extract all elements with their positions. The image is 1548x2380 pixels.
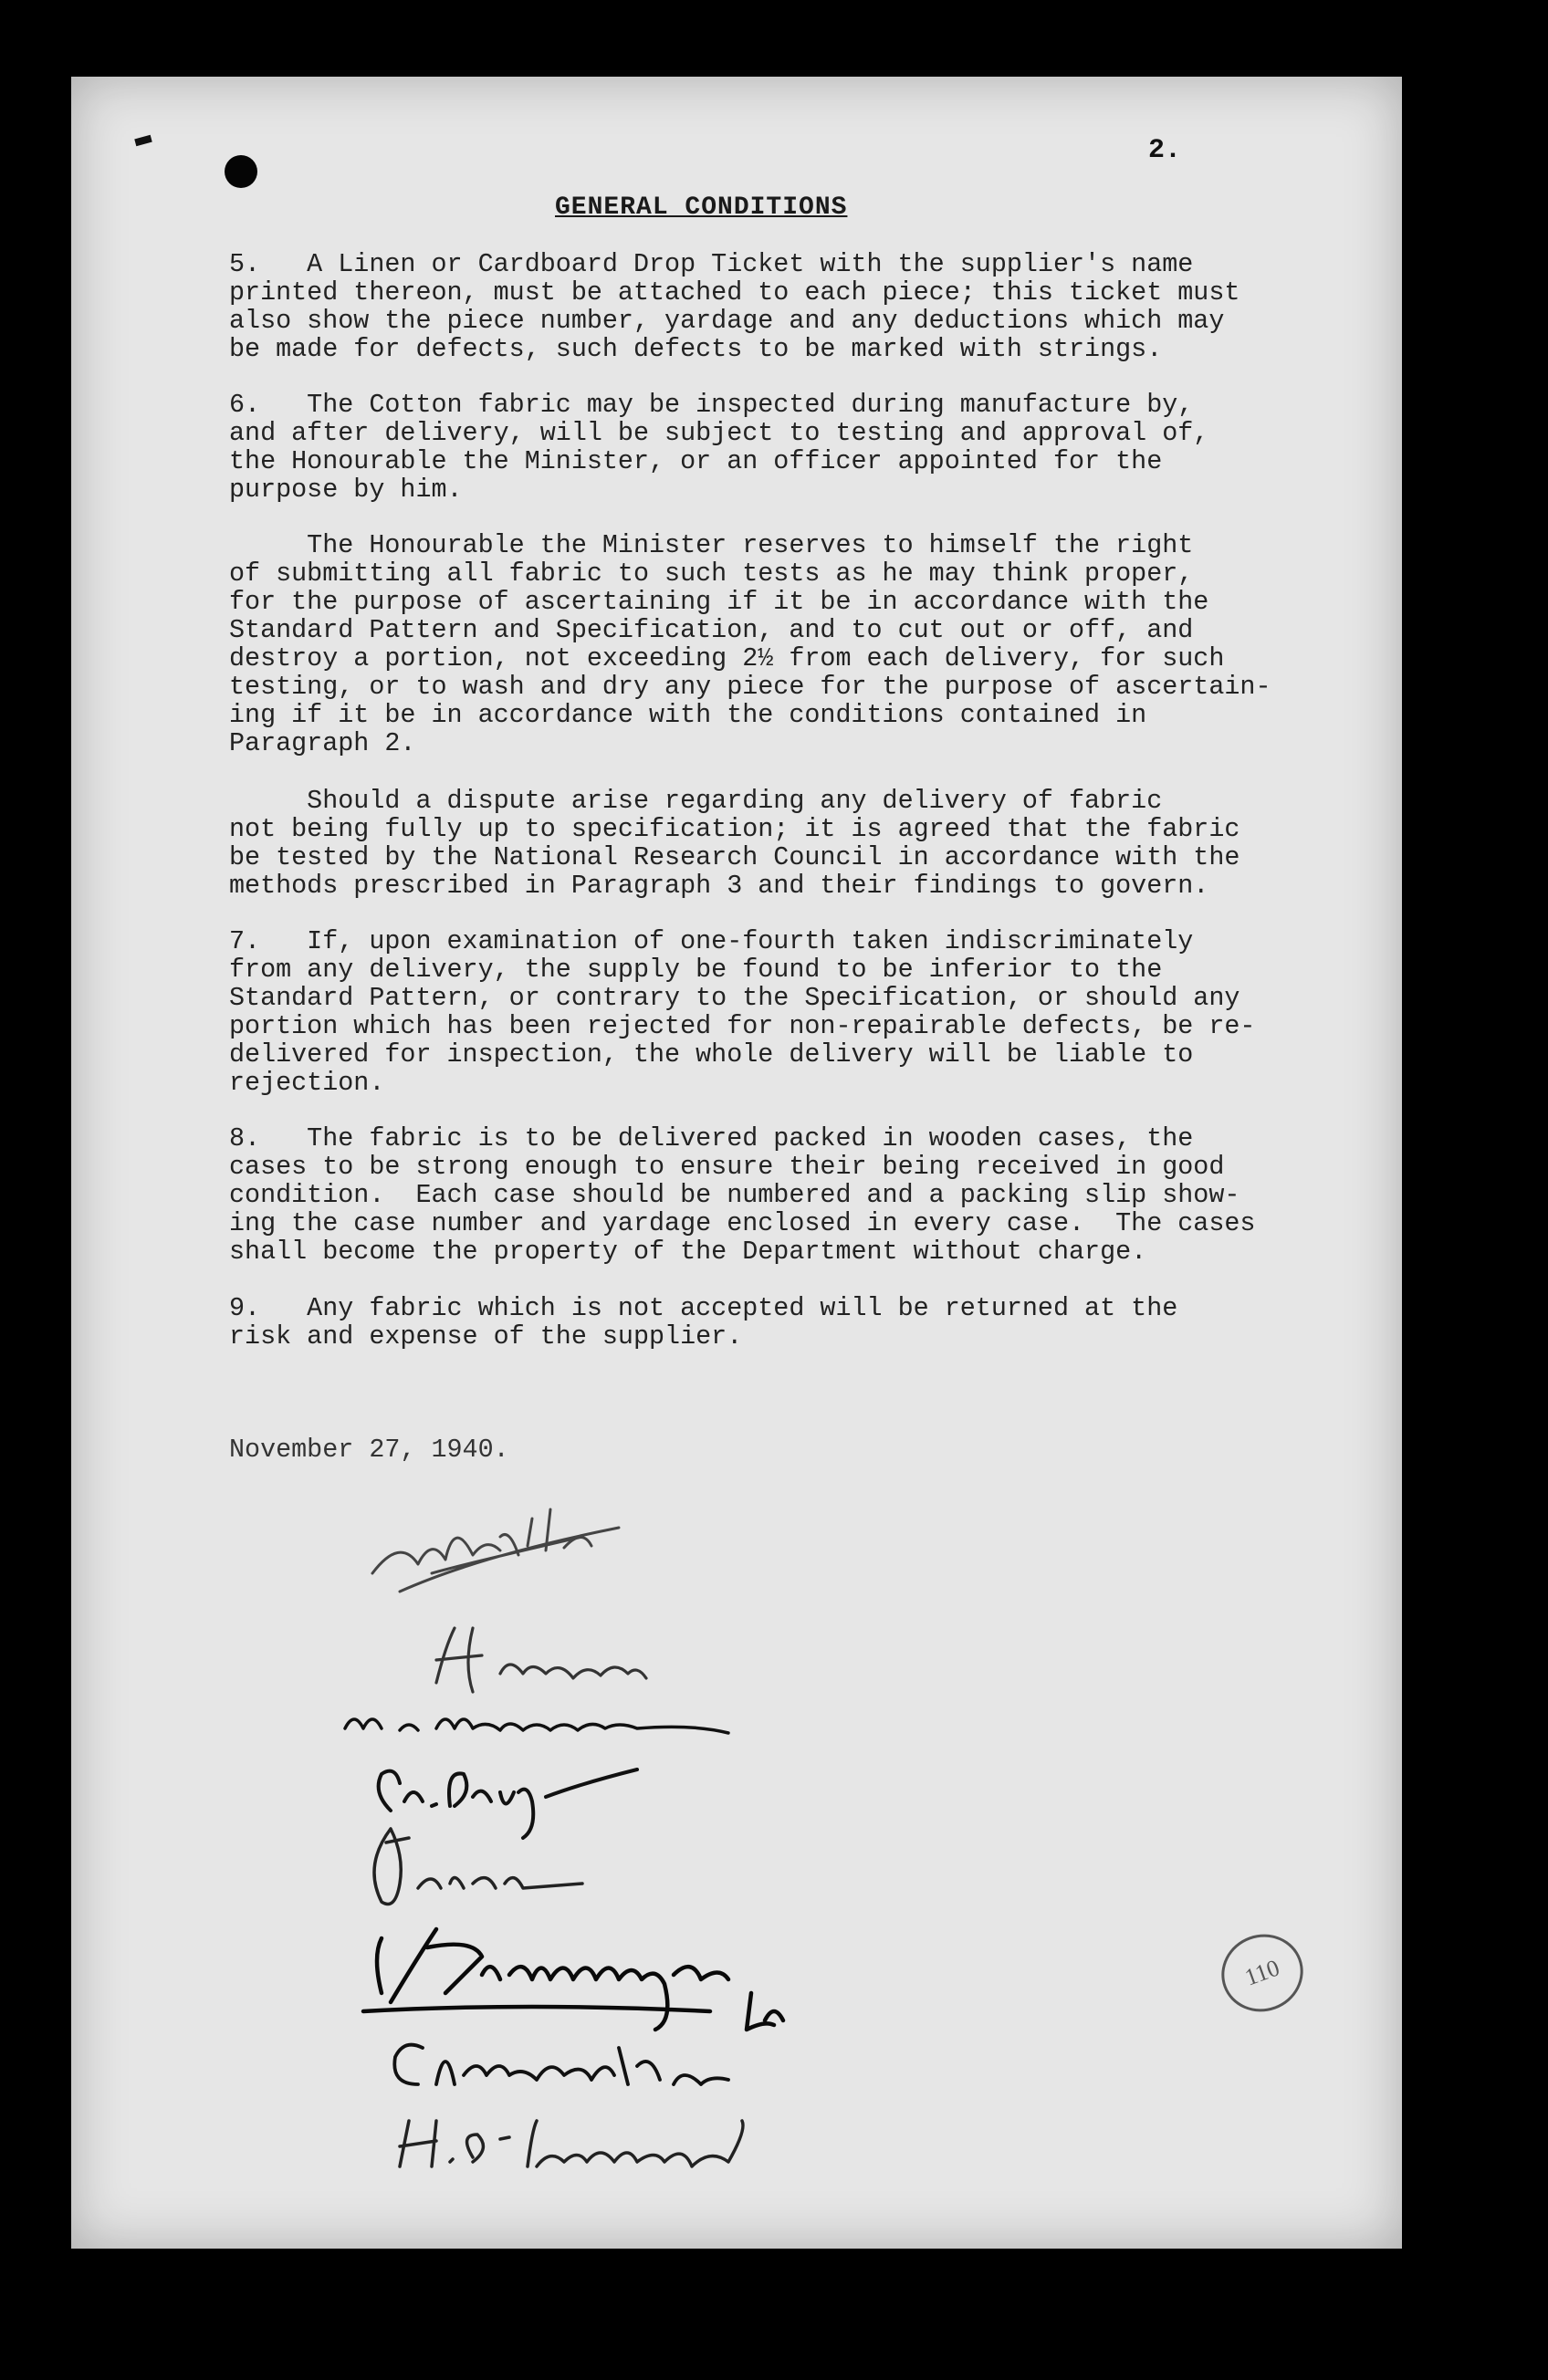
archive-stamp: 110: [1210, 1923, 1313, 2023]
signature-3: [345, 1719, 728, 1733]
document-date: November 27, 1940.: [229, 1435, 509, 1465]
signature-5: [374, 1829, 582, 1905]
signature-6: [363, 1929, 783, 2030]
paragraph-6: 6. The Cotton fabric may be inspected during manufacture by, and after delivery, will be subject to testing and approval of, the Honourable the Minister, or an officer appointed for the purpose by him.: [229, 390, 1209, 505]
signatures-block: [71, 77, 1402, 2249]
signature-2: [436, 1628, 646, 1692]
page-title: GENERAL CONDITIONS: [555, 193, 848, 222]
signature-4: [379, 1769, 637, 1838]
signature-1: [372, 1509, 619, 1592]
signature-8: [400, 2121, 743, 2166]
paragraph-5: 5. A Linen or Cardboard Drop Ticket with the supplier's name printed thereon, must be attached to each piece; this ticket must also show the piece number, yardage and any deductions which may be made for defects, such defects to be marked with strings.: [229, 249, 1240, 364]
paragraph-8: 8. The fabric is to be delivered packed in wooden cases, the cases to be strong enough to ensure their being received in good condition. Each case should be numbered and a packing slip show- ing the case number and yardage enclosed in every case. The cases shall become the property of the Department without charge.: [229, 1123, 1256, 1267]
signature-7: [394, 2045, 728, 2084]
page-number: 2.: [1148, 135, 1182, 166]
paragraph-9: 9. Any fabric which is not accepted will be returned at the risk and expense of the supplier.: [229, 1293, 1178, 1352]
paragraph-6-dispute: Should a dispute arise regarding any delivery of fabric not being fully up to specification; it is agreed that the fabric be tested by the National Research Council in accordance with the methods prescribed in Paragraph 3 and their findings to govern.: [229, 786, 1240, 901]
paragraph-6-minister: The Honourable the Minister reserves to himself the right of submitting all fabric to such tests as he may think proper, for the purpose of ascertaining if it be in accordance with the Standard Pattern and Specification, and to cut out or off, and destroy a portion, not exceeding 2½ from each delivery, for such testing, or to wash and dry any piece for the purpose of ascertain- ing if it be in accordance with the conditions contained in Paragraph 2.: [229, 530, 1271, 758]
paragraph-7: 7. If, upon examination of one-fourth taken indiscriminately from any delivery, the supply be found to be inferior to the Standard Pattern, or contrary to the Specification, or should any portion which has been rejected for non-repairable defects, be re- delivered for inspection, the whole delivery will be liable to rejection.: [229, 926, 1256, 1098]
document-page: [71, 77, 1402, 2249]
